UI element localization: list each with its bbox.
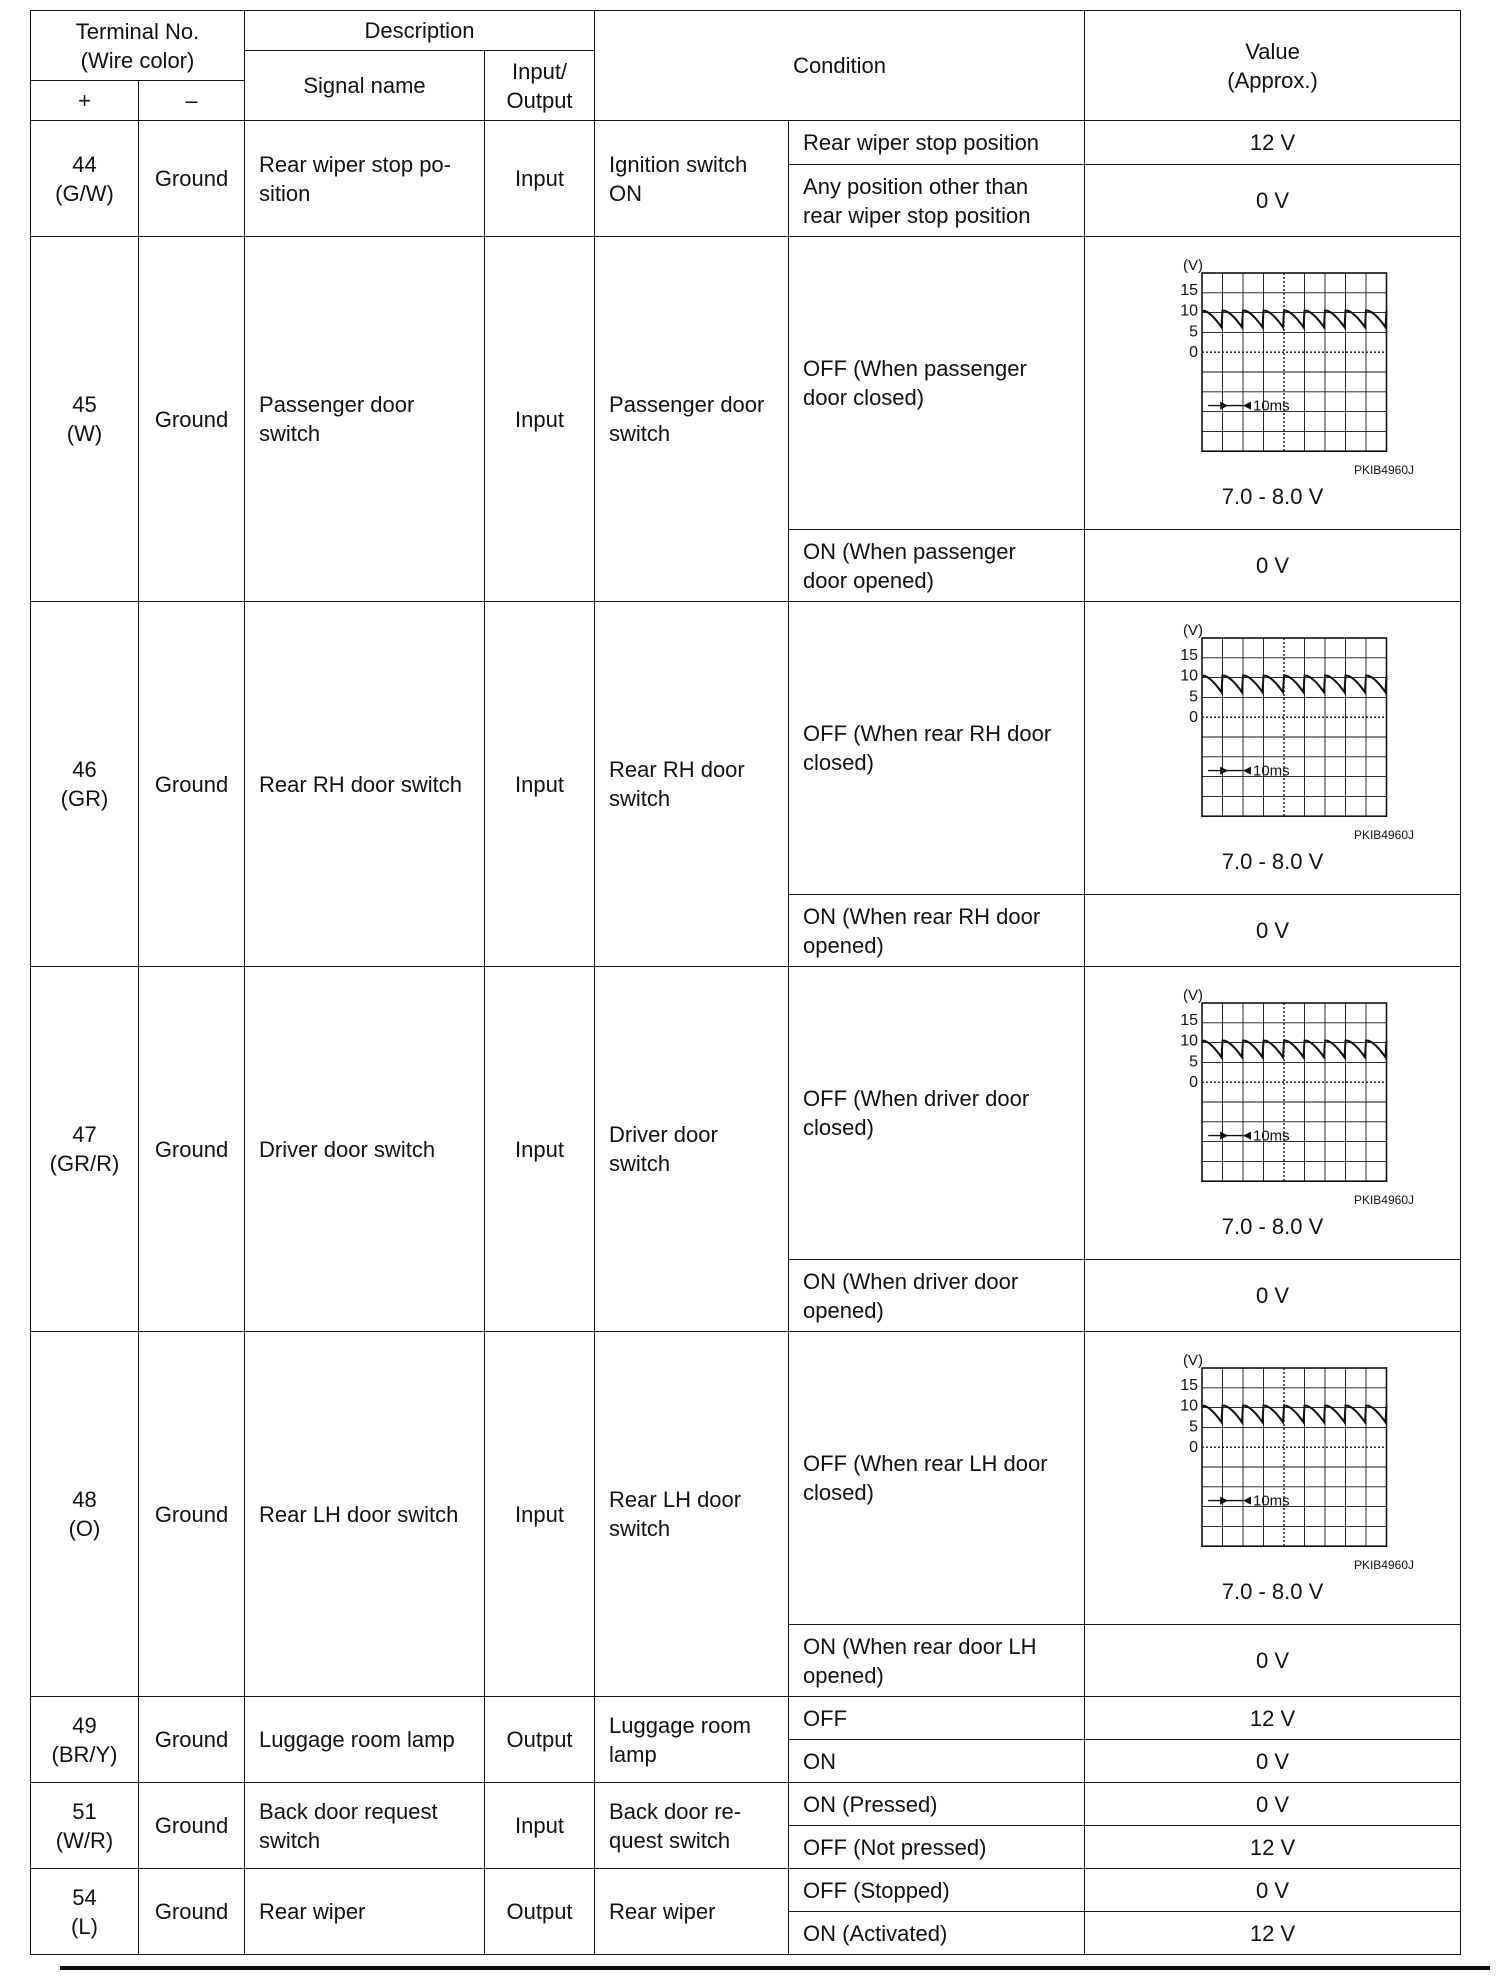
waveform-grid-frame xyxy=(1202,273,1387,451)
waveform-tick-label: 10 xyxy=(1179,667,1198,685)
value-cell xyxy=(1085,1740,1461,1783)
time-scale-label: 10ms xyxy=(1252,762,1290,780)
waveform-tick-label: 15 xyxy=(1179,1011,1198,1029)
ground-cell: Ground xyxy=(139,1869,245,1955)
condition-text-line: OFF (When rear LH door xyxy=(803,1451,1048,1476)
main-condition-line: Passenger door xyxy=(609,392,765,417)
value-cell xyxy=(1085,1783,1461,1826)
main-condition-line: switch xyxy=(609,1516,671,1541)
main-condition-line: Driver door xyxy=(609,1122,718,1147)
time-arrow-head-right xyxy=(1243,1496,1251,1504)
io-cell: Input xyxy=(485,602,595,967)
waveform-unit-label: (V) xyxy=(1182,1351,1203,1369)
wire-color: (W) xyxy=(66,421,103,446)
main-condition-line: switch xyxy=(609,1151,671,1176)
condition-cell xyxy=(789,1869,1085,1912)
condition-cell xyxy=(789,1826,1085,1869)
time-arrow-head-left xyxy=(1220,766,1228,774)
terminal-row xyxy=(31,1783,1461,1826)
terminal-row xyxy=(31,121,1461,165)
waveform-tick-label: 5 xyxy=(1188,1052,1198,1070)
condition-cell xyxy=(789,967,1085,1260)
value-approx-label: (Approx.) xyxy=(1227,67,1318,93)
terminal-number: 48 xyxy=(72,1487,97,1512)
terminal-no-header xyxy=(31,11,245,81)
condition-text-line: OFF (When rear RH door xyxy=(803,721,1052,746)
value-cell xyxy=(1085,1869,1461,1912)
signal-name-cell xyxy=(245,967,485,1332)
waveform-tick-label: 5 xyxy=(1188,687,1198,705)
waveform-tick-label: 0 xyxy=(1188,1073,1198,1091)
input-label: Input/ xyxy=(512,58,568,84)
terminal-cell xyxy=(31,1869,139,1955)
terminal-row xyxy=(31,1332,1461,1625)
signal-name-cell xyxy=(245,1332,485,1697)
wire-color: (O) xyxy=(68,1516,101,1541)
header-row-1 xyxy=(31,11,1461,51)
condition-text-line: closed) xyxy=(803,750,874,775)
signal-name-line: Driver door switch xyxy=(259,1136,436,1162)
condition-text-line: OFF (When driver door xyxy=(803,1086,1030,1111)
value-text: 0 V xyxy=(1256,553,1290,578)
main-condition-line: quest switch xyxy=(609,1827,731,1853)
terminal-cell xyxy=(31,121,139,237)
signal-name-line: Luggage room lamp xyxy=(259,1727,455,1752)
value-label: Value xyxy=(1245,38,1300,64)
waveform-figure xyxy=(1089,256,1456,511)
condition-text-line: ON (When driver door xyxy=(803,1268,1019,1294)
value-cell xyxy=(1085,1912,1461,1955)
signal-name-cell xyxy=(245,121,485,237)
condition-text-line: OFF (Not pressed) xyxy=(803,1834,987,1860)
waveform-tick-label: 10 xyxy=(1179,1032,1198,1050)
main-condition-line: Luggage room xyxy=(609,1712,751,1738)
condition-cell xyxy=(789,602,1085,895)
figure-code: PKIB4960J xyxy=(1353,1192,1414,1207)
waveform-tick-label: 0 xyxy=(1188,1438,1198,1456)
ground-cell: Ground xyxy=(139,602,245,967)
condition-text-line: door closed) xyxy=(803,385,925,410)
waveform-tick-label: 0 xyxy=(1188,708,1198,726)
main-condition-cell xyxy=(595,602,789,967)
terminal-number: 49 xyxy=(72,1712,97,1738)
ground-cell: Ground xyxy=(139,237,245,602)
wire-color: (GR/R) xyxy=(49,1151,120,1176)
io-cell: Input xyxy=(485,1332,595,1697)
waveform-trace xyxy=(1202,1040,1387,1057)
signal-name-cell xyxy=(245,237,485,602)
condition-text-line: closed) xyxy=(803,1480,874,1505)
main-condition-cell xyxy=(595,1869,789,1955)
terminal-row xyxy=(31,237,1461,530)
waveform-tick-label: 5 xyxy=(1188,322,1198,340)
ground-cell: Ground xyxy=(139,121,245,237)
value-cell xyxy=(1085,1260,1461,1332)
waveform-figure xyxy=(1089,986,1456,1241)
time-arrow-head-left xyxy=(1220,1131,1228,1139)
waveform-svg xyxy=(1128,986,1418,1210)
signal-name-line: sition xyxy=(259,180,311,206)
condition-text-line: ON (When passenger xyxy=(803,538,1016,564)
condition-text-line: OFF (Stopped) xyxy=(803,1877,950,1903)
condition-text-line: ON (When rear RH door xyxy=(803,903,1041,929)
signal-name-cell xyxy=(245,1697,485,1783)
ground-cell: Ground xyxy=(139,1783,245,1869)
condition-text-line: ON (Activated) xyxy=(803,1920,948,1946)
value-cell xyxy=(1085,1826,1461,1869)
signal-name-line: switch xyxy=(259,421,321,446)
time-scale-label: 10ms xyxy=(1252,397,1290,415)
value-cell xyxy=(1085,602,1461,895)
main-condition-line: Rear wiper xyxy=(609,1899,716,1924)
value-cell xyxy=(1085,1697,1461,1740)
condition-cell xyxy=(789,1783,1085,1826)
value-cell xyxy=(1085,530,1461,602)
signal-name-line: Rear wiper xyxy=(259,1899,366,1924)
signal-name-header: Signal name xyxy=(245,51,485,121)
main-condition-line: Ignition switch xyxy=(609,151,748,177)
wire-color: (G/W) xyxy=(55,180,114,206)
wire-color: (GR) xyxy=(60,786,109,811)
description-header: Description xyxy=(245,11,595,51)
terminal-row xyxy=(31,602,1461,895)
time-scale-label: 10ms xyxy=(1252,1492,1290,1510)
signal-name-cell xyxy=(245,602,485,967)
value-text: 12 V xyxy=(1249,1705,1296,1731)
main-condition-cell xyxy=(595,121,789,237)
main-condition-cell xyxy=(595,1332,789,1697)
terminal-row xyxy=(31,1869,1461,1912)
main-condition-line: Back door re- xyxy=(609,1798,742,1824)
io-cell: Input xyxy=(485,121,595,237)
condition-cell xyxy=(789,237,1085,530)
figure-code: PKIB4960J xyxy=(1353,1557,1414,1572)
minus-header: – xyxy=(139,81,245,121)
terminal-number: 44 xyxy=(72,151,97,177)
ground-cell: Ground xyxy=(139,1332,245,1697)
condition-cell xyxy=(789,1697,1085,1740)
wire-color-label: (Wire color) xyxy=(80,47,195,73)
io-cell: Input xyxy=(485,237,595,602)
waveform-value: 7.0 - 8.0 V xyxy=(1221,848,1324,874)
main-condition-cell xyxy=(595,967,789,1332)
terminal-spec-table xyxy=(30,10,1461,1955)
terminal-no-label: Terminal No. xyxy=(75,18,200,44)
waveform-unit-label: (V) xyxy=(1182,986,1203,1004)
main-condition-line: switch xyxy=(609,421,671,446)
ground-cell: Ground xyxy=(139,967,245,1332)
condition-cell xyxy=(789,1260,1085,1332)
io-cell: Input xyxy=(485,1783,595,1869)
condition-text-line: rear wiper stop position xyxy=(803,202,1031,228)
main-condition-cell xyxy=(595,237,789,602)
main-condition-line: lamp xyxy=(609,1741,657,1767)
terminal-row xyxy=(31,967,1461,1260)
condition-text-line: closed) xyxy=(803,1115,874,1140)
terminal-cell xyxy=(31,602,139,967)
waveform-tick-label: 10 xyxy=(1179,1397,1198,1415)
terminal-cell xyxy=(31,967,139,1332)
value-text: 12 V xyxy=(1249,1920,1296,1946)
condition-text-line: door opened) xyxy=(803,567,934,593)
waveform-grid-frame xyxy=(1202,638,1387,816)
condition-text-line: Rear wiper stop position xyxy=(803,130,1040,155)
figure-code: PKIB4960J xyxy=(1353,462,1414,477)
condition-text-line: OFF xyxy=(803,1705,848,1731)
io-cell: Output xyxy=(485,1869,595,1955)
value-text: 0 V xyxy=(1256,188,1290,213)
value-text: 0 V xyxy=(1256,1791,1290,1817)
value-cell xyxy=(1085,121,1461,165)
waveform-svg xyxy=(1128,621,1418,845)
value-text: 12 V xyxy=(1249,1834,1296,1860)
input-output-header xyxy=(485,51,595,121)
condition-text-line: ON (Pressed) xyxy=(803,1791,938,1817)
signal-name-cell xyxy=(245,1869,485,1955)
main-condition-cell xyxy=(595,1697,789,1783)
waveform-unit-label: (V) xyxy=(1182,256,1203,274)
waveform-unit-label: (V) xyxy=(1182,621,1203,639)
plus-header: + xyxy=(31,81,139,121)
waveform-trace xyxy=(1202,675,1387,692)
waveform-figure xyxy=(1089,1351,1456,1606)
value-text: 12 V xyxy=(1249,130,1296,155)
terminal-number: 46 xyxy=(72,757,97,782)
waveform-trace xyxy=(1202,310,1387,327)
signal-name-cell xyxy=(245,1783,485,1869)
signal-name-line: switch xyxy=(259,1827,321,1853)
signal-name-line: Rear RH door switch xyxy=(259,771,462,797)
terminal-cell xyxy=(31,237,139,602)
condition-cell xyxy=(789,121,1085,165)
condition-text-line: opened) xyxy=(803,932,884,958)
waveform-value: 7.0 - 8.0 V xyxy=(1221,1213,1324,1239)
waveform-trace xyxy=(1202,1405,1387,1422)
wire-color: (BR/Y) xyxy=(51,1741,118,1767)
condition-text-line: ON (When rear door LH xyxy=(803,1633,1037,1659)
main-condition-line: Rear RH door xyxy=(609,757,745,782)
condition-cell xyxy=(789,165,1085,237)
waveform-value: 7.0 - 8.0 V xyxy=(1221,1578,1324,1604)
terminal-spec-sheet xyxy=(30,10,1461,1955)
value-cell xyxy=(1085,1332,1461,1625)
main-condition-line: switch xyxy=(609,786,671,811)
value-header xyxy=(1085,11,1461,121)
condition-cell xyxy=(789,1912,1085,1955)
main-condition-line: Rear LH door xyxy=(609,1487,742,1512)
wire-color: (W/R) xyxy=(55,1827,114,1853)
value-cell xyxy=(1085,895,1461,967)
waveform-tick-label: 15 xyxy=(1179,646,1198,664)
waveform-grid-frame xyxy=(1202,1003,1387,1181)
time-arrow-head-right xyxy=(1243,1131,1251,1139)
signal-name-line: Back door request xyxy=(259,1798,438,1824)
waveform-svg xyxy=(1128,256,1418,480)
figure-code: PKIB4960J xyxy=(1353,827,1414,842)
condition-cell xyxy=(789,1625,1085,1697)
io-cell: Input xyxy=(485,967,595,1332)
condition-text-line: opened) xyxy=(803,1662,884,1688)
waveform-tick-label: 15 xyxy=(1179,281,1198,299)
value-cell xyxy=(1085,237,1461,530)
value-text: 0 V xyxy=(1256,1877,1290,1903)
waveform-tick-label: 5 xyxy=(1188,1417,1198,1435)
output-label: Output xyxy=(506,87,573,113)
terminal-number: 51 xyxy=(72,1798,97,1824)
condition-header: Condition xyxy=(595,11,1085,121)
ground-cell: Ground xyxy=(139,1697,245,1783)
waveform-tick-label: 0 xyxy=(1188,343,1198,361)
terminal-cell xyxy=(31,1783,139,1869)
waveform-tick-label: 10 xyxy=(1179,302,1198,320)
main-condition-cell xyxy=(595,1783,789,1869)
waveform-grid-frame xyxy=(1202,1368,1387,1546)
time-scale-label: 10ms xyxy=(1252,1127,1290,1145)
value-text: 0 V xyxy=(1256,1648,1290,1673)
value-cell xyxy=(1085,1625,1461,1697)
terminal-row xyxy=(31,1697,1461,1740)
waveform-figure xyxy=(1089,621,1456,876)
waveform-value: 7.0 - 8.0 V xyxy=(1221,483,1324,509)
condition-cell xyxy=(789,1740,1085,1783)
value-text: 0 V xyxy=(1256,1283,1290,1308)
main-condition-line: ON xyxy=(609,180,643,206)
terminal-number: 47 xyxy=(72,1122,97,1147)
terminal-cell xyxy=(31,1332,139,1697)
condition-text-line: opened) xyxy=(803,1297,884,1323)
value-text: 0 V xyxy=(1256,1748,1290,1774)
terminal-cell xyxy=(31,1697,139,1783)
time-arrow-head-right xyxy=(1243,401,1251,409)
value-text: 0 V xyxy=(1256,918,1290,943)
waveform-tick-label: 15 xyxy=(1179,1376,1198,1394)
value-cell xyxy=(1085,165,1461,237)
condition-text-line: ON xyxy=(803,1748,837,1774)
signal-name-line: Rear wiper stop po- xyxy=(259,151,451,177)
time-arrow-head-right xyxy=(1243,766,1251,774)
signal-name-line: Rear LH door switch xyxy=(259,1501,459,1527)
io-cell: Output xyxy=(485,1697,595,1783)
bottom-rule xyxy=(60,1966,1490,1970)
condition-cell xyxy=(789,1332,1085,1625)
condition-cell xyxy=(789,530,1085,602)
condition-text-line: Any position other than xyxy=(803,173,1029,199)
terminal-number: 54 xyxy=(72,1884,97,1910)
time-arrow-head-left xyxy=(1220,401,1228,409)
value-cell xyxy=(1085,967,1461,1260)
time-arrow-head-left xyxy=(1220,1496,1228,1504)
condition-cell xyxy=(789,895,1085,967)
waveform-svg xyxy=(1128,1351,1418,1575)
condition-text-line: OFF (When passenger xyxy=(803,356,1027,381)
wire-color: (L) xyxy=(71,1913,98,1939)
terminal-number: 45 xyxy=(72,392,97,417)
signal-name-line: Passenger door xyxy=(259,392,415,417)
